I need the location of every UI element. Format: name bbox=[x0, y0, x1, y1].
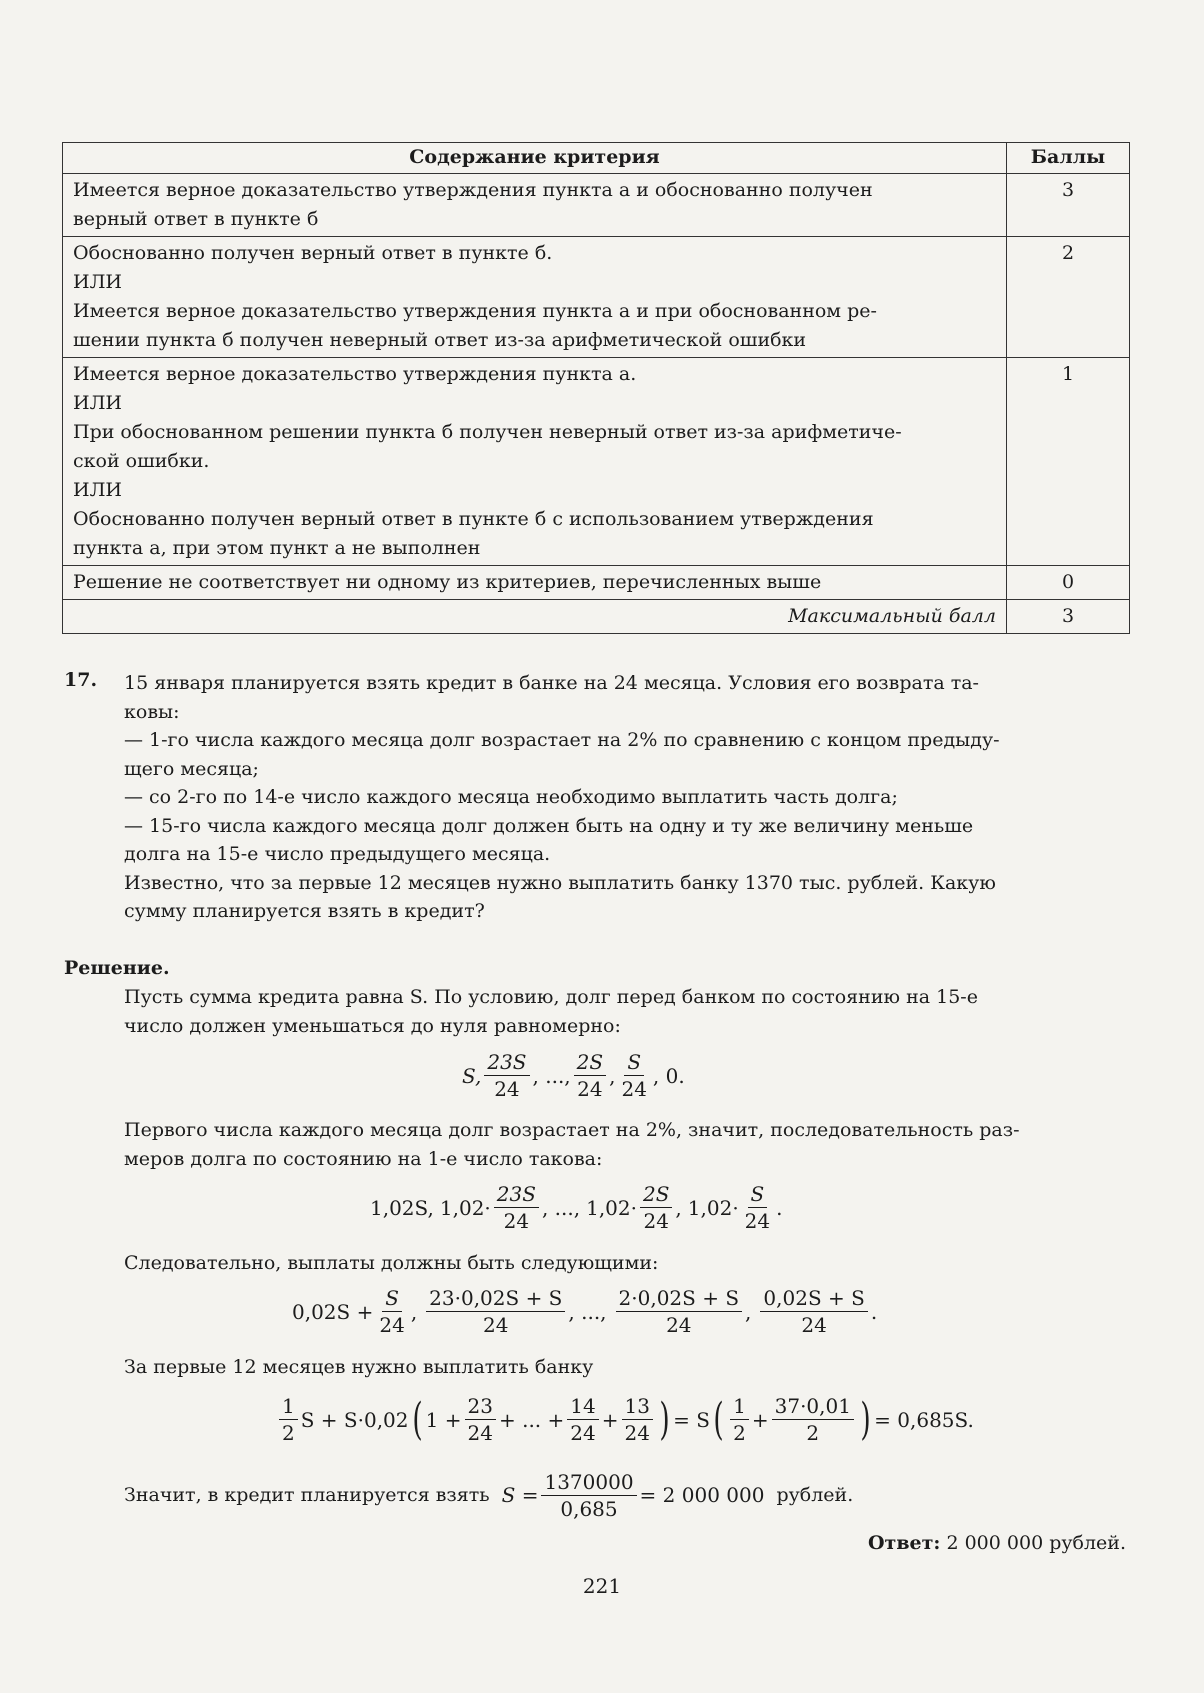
criteria-table bbox=[62, 142, 1130, 634]
criteria-line: верный ответ в пункте б bbox=[73, 208, 319, 230]
answer-label: Ответ: bbox=[868, 1532, 941, 1554]
solution-line: число должен уменьшаться до нуля равномерно: bbox=[124, 1014, 621, 1037]
fraction: $\frac{2S}{24}$ bbox=[574, 1050, 606, 1101]
max-score-row bbox=[63, 600, 1130, 634]
formula-term: , 0. bbox=[652, 1063, 685, 1088]
fraction: $\frac{37\cdot 0,01}{2}$ bbox=[772, 1394, 854, 1445]
formula-term: + bbox=[751, 1407, 769, 1432]
criteria-line: Обоснованно получен верный ответ в пункте б. bbox=[73, 242, 553, 264]
formula-term: + bbox=[601, 1407, 619, 1432]
problem-line: щего месяца; bbox=[124, 757, 259, 780]
formula-term: S = bbox=[501, 1483, 539, 1508]
problem-number: 17. bbox=[64, 669, 98, 691]
max-score-value: 3 bbox=[1007, 600, 1130, 634]
formula-term: S + S·0,02 bbox=[300, 1407, 409, 1432]
solution-heading: Решение. bbox=[64, 957, 170, 979]
criteria-line: Имеется верное доказательство утверждения пункта а и при обоснованном ре- bbox=[73, 300, 877, 322]
problem-statement bbox=[124, 669, 1130, 926]
formula-term: = 0,685S. bbox=[874, 1407, 974, 1432]
criteria-points: 2 bbox=[1007, 237, 1130, 358]
solution-line: Следовательно, выплаты должны быть следующими: bbox=[124, 1252, 659, 1274]
formula-term: 1,02· bbox=[687, 1195, 739, 1220]
fraction: $\frac{0,02S + S}{24}$ bbox=[760, 1286, 867, 1337]
criteria-line: Обоснованно получен верный ответ в пункте б с использованием утверждения bbox=[73, 508, 874, 530]
formula-term: . bbox=[870, 1299, 878, 1324]
fraction: $\frac{S}{24}$ bbox=[379, 1286, 405, 1337]
problem-line: — 1-го числа каждого месяца долг возрастает на 2% по сравнению с концом предыду- bbox=[124, 729, 1000, 751]
fraction: $\frac{14}{24}$ bbox=[567, 1394, 598, 1445]
fraction: $\frac{23}{24}$ bbox=[465, 1394, 496, 1445]
formula-twelve-month-sum: $\frac{1}{2}$ S + S·0,02 ( 1 + $\frac{23}{24}$ + ... + $\frac{14}{24}$ + $\frac{13}{24}$ ) = S ( $\frac{1}{2}$ + $\frac{37\cdot 0,01}{2}$ ) = 0,685S. bbox=[276, 1394, 974, 1445]
formula-term: 1 + bbox=[425, 1407, 462, 1432]
solution-line: За первые 12 месяцев нужно выплатить банку bbox=[124, 1356, 594, 1378]
formula-term: , ..., bbox=[541, 1195, 581, 1220]
criteria-header: Содержание критерия bbox=[63, 143, 1007, 174]
criteria-line: Имеется верное доказательство утверждения пункта а и обоснованно получен bbox=[73, 179, 873, 201]
fraction: $\frac{2S}{24}$ bbox=[640, 1182, 672, 1233]
problem-line: Известно, что за первые 12 месяцев нужно выплатить банку 1370 тыс. рублей. Какую bbox=[124, 871, 996, 894]
problem-line: сумму планируется взять в кредит? bbox=[124, 900, 485, 922]
criteria-points: 0 bbox=[1007, 566, 1130, 600]
formula-term: 1,02· bbox=[439, 1195, 491, 1220]
formula-term: , ..., bbox=[568, 1299, 607, 1324]
criteria-points: 3 bbox=[1007, 174, 1130, 237]
criteria-row bbox=[63, 566, 1130, 600]
fraction: $\frac{23\cdot 0,02S + S}{24}$ bbox=[426, 1286, 565, 1337]
criteria-line: пункта а, при этом пункт а не выполнен bbox=[73, 537, 481, 559]
fraction: $\frac{1}{2}$ bbox=[730, 1394, 749, 1445]
problem-line: долга на 15-е число предыдущего месяца. bbox=[124, 843, 551, 865]
fraction: $\frac{S}{24}$ bbox=[744, 1182, 771, 1233]
criteria-line: При обоснованном решении пункта б получен неверный ответ из-за арифметиче- bbox=[73, 421, 902, 443]
criteria-line: ИЛИ bbox=[73, 479, 122, 501]
formula-term: . bbox=[776, 1195, 783, 1220]
solution-line: Значит, в кредит планируется взять bbox=[124, 1484, 490, 1507]
formula-first-day-debt bbox=[370, 1182, 782, 1233]
fraction: $\frac{2\cdot 0,02S + S}{24}$ bbox=[616, 1286, 743, 1337]
problem-line: — 15-го числа каждого месяца долг должен быть на одну и ту же величину меньше bbox=[124, 814, 974, 837]
formula-debt-sequence: S, $\frac{23S}{24}$ , ..., $\frac{2S}{24}$ , $\frac{S}{24}$ , 0. bbox=[462, 1050, 685, 1101]
criteria-line: ИЛИ bbox=[73, 271, 122, 293]
max-score-label: Максимальный балл bbox=[63, 600, 1007, 634]
formula-term: S, bbox=[462, 1063, 482, 1088]
criteria-row bbox=[63, 174, 1130, 237]
formula-term: = 2 000 000 bbox=[639, 1483, 765, 1508]
formula-term: + ... + bbox=[498, 1407, 565, 1432]
criteria-line: Решение не соответствует ни одному из критериев, перечисленных выше bbox=[73, 571, 822, 593]
answer-value: 2 000 000 рублей. bbox=[946, 1532, 1126, 1554]
solution-paragraph bbox=[124, 983, 1130, 1040]
points-header: Баллы bbox=[1007, 143, 1130, 174]
formula-term: , bbox=[675, 1195, 682, 1220]
fraction: $\frac{23S}{24}$ bbox=[494, 1182, 539, 1233]
fraction: $\frac{23S}{24}$ bbox=[484, 1050, 529, 1101]
criteria-row bbox=[63, 237, 1130, 358]
criteria-line: шении пункта б получен неверный ответ из-за арифметической ошибки bbox=[73, 329, 807, 351]
solution-conclusion bbox=[124, 1470, 853, 1521]
formula-credit-amount bbox=[502, 1470, 765, 1521]
formula-term: 1,02· bbox=[586, 1195, 637, 1220]
answer-line bbox=[868, 1532, 1126, 1554]
solution-line: Пусть сумма кредита равна S. По условию, долг перед банком по состоянию на 15-е bbox=[124, 986, 978, 1008]
criteria-points: 1 bbox=[1007, 358, 1130, 566]
formula-term: , ..., bbox=[532, 1063, 571, 1088]
problem-line: — со 2-го по 14-е число каждого месяца необходимо выплатить часть долга; bbox=[124, 786, 898, 808]
solution-paragraph bbox=[124, 1116, 1130, 1173]
fraction: $\frac{1370000}{0,685}$ bbox=[541, 1470, 636, 1521]
criteria-line: ской ошибки. bbox=[73, 450, 210, 472]
criteria-line: Имеется верное доказательство утверждения пункта а. bbox=[73, 363, 637, 385]
formula-payments: 0,02S + $\frac{S}{24}$ , $\frac{23\cdot 0,02S + S}{24}$ , ..., $\frac{2\cdot 0,02S + S}{24}$ , $\frac{0,02S + S}{24}$ . bbox=[292, 1286, 878, 1337]
solution-line: меров долга по состоянию на 1-е число такова: bbox=[124, 1147, 603, 1170]
formula-term: 0,02S + bbox=[292, 1299, 374, 1324]
page-number: 221 bbox=[582, 1574, 622, 1598]
criteria-line: ИЛИ bbox=[73, 392, 122, 414]
formula-term: 1,02S, bbox=[370, 1195, 434, 1220]
problem-line: ковы: bbox=[124, 700, 180, 723]
problem-line: 15 января планируется взять кредит в банке на 24 месяца. Условия его возврата та- bbox=[124, 672, 979, 694]
fraction: $\frac{1}{2}$ bbox=[279, 1394, 298, 1445]
solution-line: Первого числа каждого месяца долг возрастает на 2%, значит, последовательность раз- bbox=[124, 1119, 1020, 1141]
fraction: $\frac{13}{24}$ bbox=[622, 1394, 653, 1445]
formula-term: = S bbox=[673, 1407, 710, 1432]
criteria-row bbox=[63, 358, 1130, 566]
fraction: $\frac{S}{24}$ bbox=[621, 1050, 647, 1101]
solution-line: рублей. bbox=[776, 1484, 854, 1507]
